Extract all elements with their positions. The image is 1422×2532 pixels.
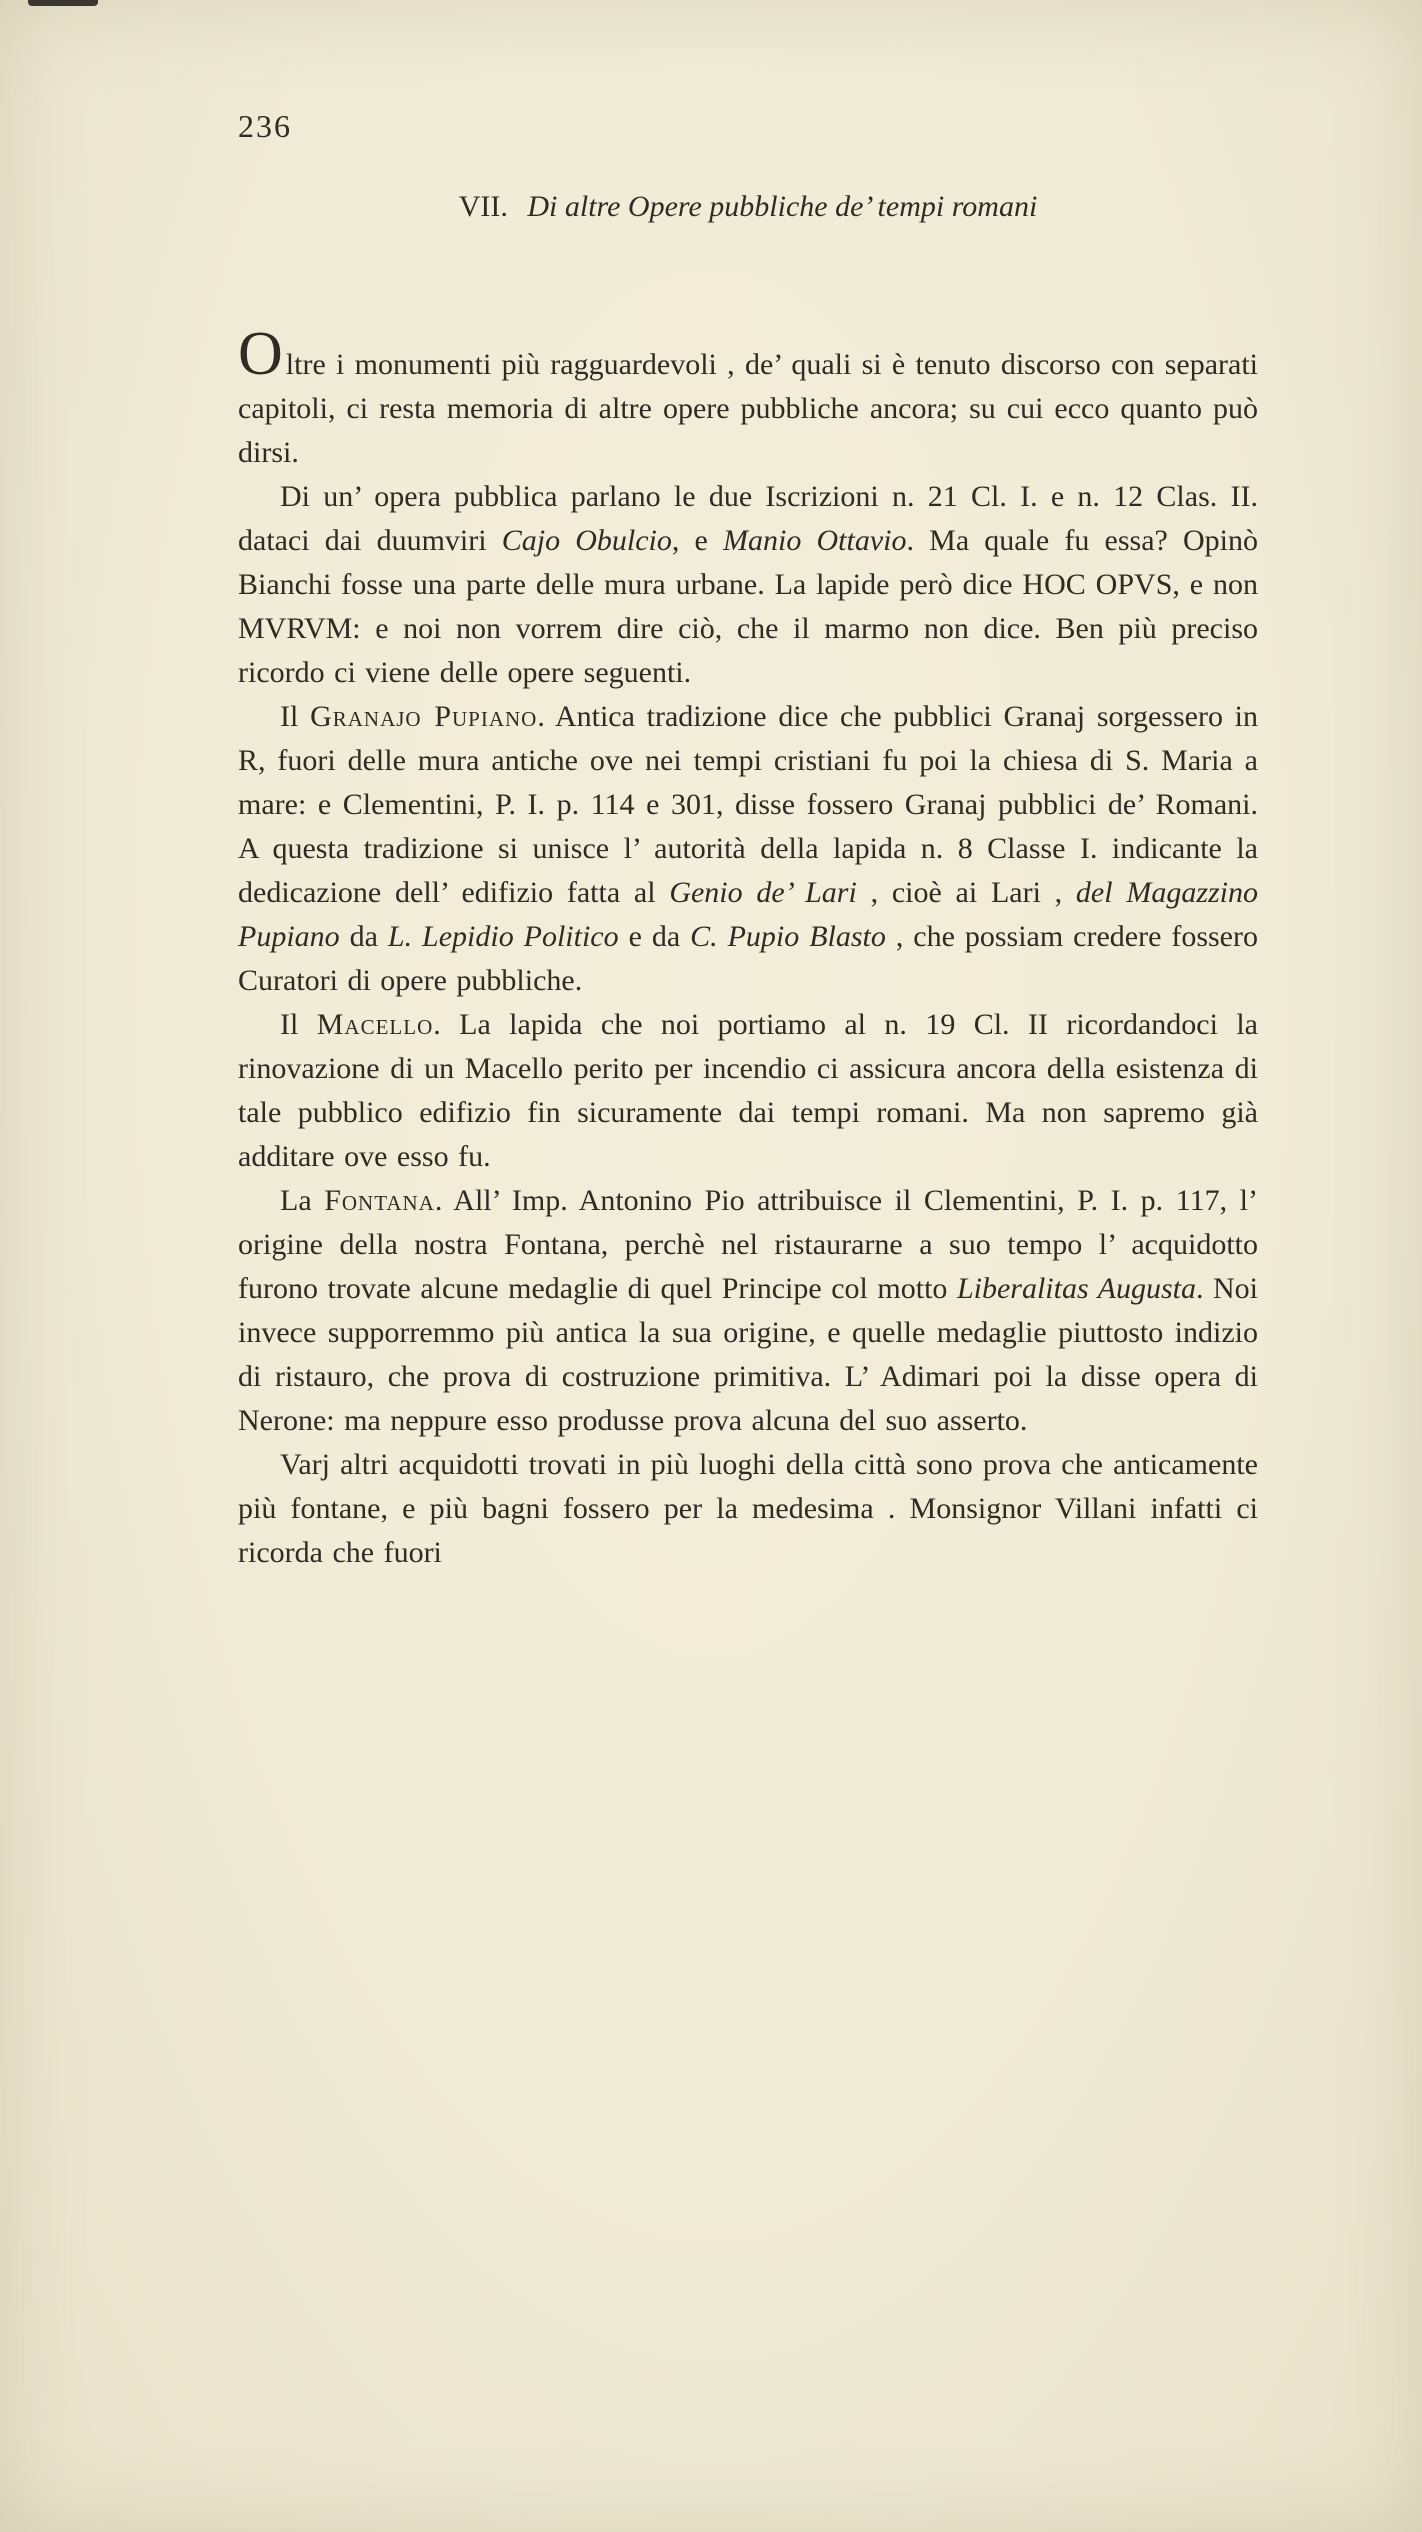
text-segment: Genio de’ Lari: [669, 876, 857, 909]
chapter-title: Di altre Opere pubbliche de’ tempi romani: [527, 190, 1038, 223]
body-text: [238, 320, 1259, 1575]
page-number: 236: [238, 108, 292, 144]
chapter-heading: [238, 190, 1258, 224]
text-segment: . La lapida che noi portiamo al n. 19 Cl. II ricordandoci la rinovazione di un Macello perito per incendio ci assicura ancora della esistenza di tale pubblico edifizio fin sicuramente dai tempi romani. Ma non sapremo già additare ove esso fu.: [238, 1008, 1258, 1173]
text-segment: La: [280, 1184, 325, 1217]
paragraph: [238, 1003, 1258, 1179]
text-segment: . Ma quale fu essa? Opinò Bianchi fosse una parte delle mura urbane. La lapide però dice HOC OPVS, e non MVRVM: e noi non vorrem dire ciò, che il marmo non dice. Ben più preciso ricordo ci viene delle opere seguenti.: [238, 524, 1258, 689]
text-segment: Macello: [316, 1008, 434, 1041]
text-segment: Di un’ opera pubblica parlano le due Iscrizioni n. 21 Cl. I. e n. 12 Clas. II. dataci dai duumviri: [238, 480, 1258, 557]
text-segment: e da: [618, 920, 691, 953]
paragraph: [238, 695, 1258, 1003]
text-segment: L. Lepidio Politico: [387, 920, 619, 953]
paragraph: [238, 320, 1258, 475]
text-segment: . Noi invece supporremmo più antica la sua origine, e quelle medaglie piuttosto indizio di ristauro, che prova di costruzione primitiva. L’ Adimari poi la disse opera di Nerone: ma neppure esso produsse prova alcuna del suo asserto.: [238, 1272, 1259, 1437]
text-segment: Manio Ottavio: [723, 524, 907, 557]
text-segment: , cioè ai Lari ,: [856, 876, 1076, 909]
text-segment: Il: [280, 700, 311, 733]
paragraph: [238, 1443, 1258, 1575]
text-segment: Il: [280, 1008, 317, 1041]
text-segment: del Magazzino Pupiano: [238, 876, 1258, 953]
text-segment: , che possiam credere fossero Curatori di opere pubbliche.: [238, 920, 1258, 997]
text-segment: ltre i monumenti più ragguardevoli , de’ quali si è tenuto discorso con separati capitoli, ci resta memoria di altre opere pubbliche ancora; su cui ecco quanto può dirsi.: [238, 348, 1258, 469]
text-segment: Liberalitas Augusta: [956, 1272, 1196, 1305]
text-segment: . Antica tradizione dice che pubblici Granaj sorgessero in R, fuori delle mura antiche ove nei tempi cristiani fu poi la chiesa di S. Maria a mare: e Clementini, P. I. p. 114 e 301, disse fossero Granaj pubblici de’ Romani. A questa tradizione si unisce l’ autorità della lapida n. 8 Classe I. indicante la dedicazione dell’ edifizio fatta al: [238, 700, 1259, 909]
text-segment: Fontana: [324, 1184, 435, 1217]
text-segment: . All’ Imp. Antonino Pio attribuisce il Clementini, P. I. p. 117, l’ origine della nostra Fontana, perchè nel ristaurarne a suo tempo l’ acquidotto furono trovate alcune medaglie di quel Principe col motto: [238, 1184, 1259, 1305]
paragraph: [238, 475, 1258, 695]
text-segment: Granajo Pupiano: [310, 700, 538, 733]
scan-artifact: [28, 0, 98, 6]
text-segment: C. Pupio Blasto: [690, 920, 886, 953]
text-segment: , e: [671, 524, 724, 557]
paragraph: [238, 1179, 1258, 1443]
chapter-number: VII.: [458, 190, 508, 223]
drop-cap-initial: O: [238, 320, 283, 388]
text-segment: Varj altri acquidotti trovati in più luoghi della città sono prova che anticamente più fontane, e più bagni fossero per la medesima . Monsignor Villani infatti ci ricorda che fuori: [238, 1448, 1258, 1569]
text-segment: Cajo Obulcio: [501, 524, 672, 557]
text-segment: da: [339, 920, 388, 953]
